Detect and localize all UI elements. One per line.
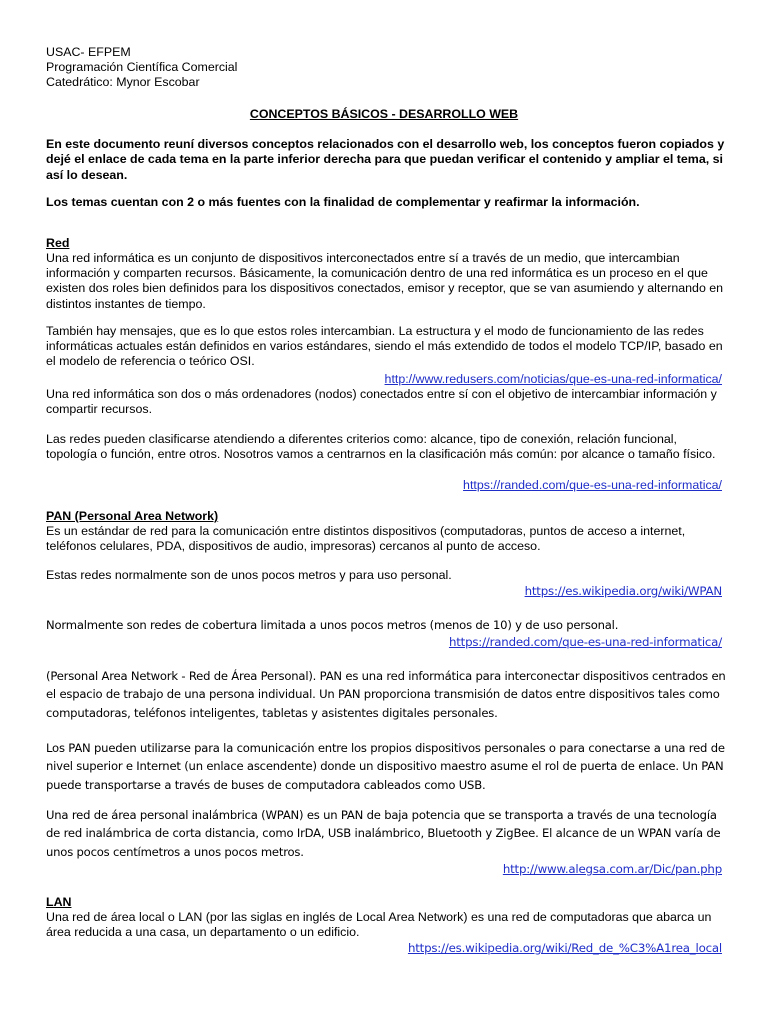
header-institution: USAC- EFPEM [46, 45, 131, 59]
red-paragraph-1: Una red informática es un conjunto de dispositivos interconectados entre sí a través de un medio, que intercambian información y comparten recursos. Básicamente, la comunicación dentro de una red informática es un proceso en el que existen dos roles bien definidos para los dispositivos conectados, emisor y receptor, que se van asumiendo y alternando en distintos instantes de tiempo. [46, 251, 724, 311]
section-heading-lan: LAN [46, 895, 72, 909]
pan-paragraph-6: Una red de área personal inalámbrica (WPAN) es un PAN de baja potencia que se transporta a través de una tecnología de red inalámbrica de corta distancia, como IrDA, USB inalámbrico, Bluetooth y ZigBee. El alcance de un WPAN varía de unos pocos centímetros a unos pocos metros. [46, 808, 721, 859]
red-paragraph-2: También hay mensajes, que es lo que estos roles intercambian. La estructura y el modo de funcionamiento de las redes informáticas actuales están definidos en varios estándares, siendo el más extendido de todos el modelo TCP/IP, basado en el modelo de referencia o teórico OSI. [46, 324, 723, 369]
intro-sources-paragraph: Los temas cuentan con 2 o más fuentes con la finalidad de complementar y reafirmar la información. [46, 195, 640, 209]
pan-paragraph-4: (Personal Area Network - Red de Área Personal). PAN es una red informática para interconectar dispositivos centrados en el espacio de trabajo de una persona individual. Un PAN proporciona transmisión de datos entre dispositivos tales como computadoras, teléfonos inteligentes, tabletas y asistentes digitales personales. [46, 669, 726, 720]
red-source-link-1[interactable]: http://www.redusers.com/noticias/que-es-una-red-informatica/ [384, 372, 722, 386]
red-source-link-2[interactable]: https://randed.com/que-es-una-red-informatica/ [463, 478, 722, 492]
pan-paragraph-3: Normalmente son redes de cobertura limitada a unos pocos metros (menos de 10) y de uso personal. [46, 618, 619, 632]
intro-paragraph: En este documento reuní diversos conceptos relacionados con el desarrollo web, los conceptos fueron copiados y dejé el enlace de cada tema en la parte inferior derecha para que puedan verificar el contenido y ampliar el tema, si así lo desean. [46, 137, 725, 182]
pan-source-link-3[interactable]: http://www.alegsa.com.ar/Dic/pan.php [502, 862, 722, 876]
section-heading-pan: PAN (Personal Area Network) [46, 509, 219, 523]
pan-source-link-2[interactable]: https://randed.com/que-es-una-red-informatica/ [448, 635, 722, 649]
lan-source-link-1[interactable]: https://es.wikipedia.org/wiki/Red_de_%C3%A1rea_local [407, 941, 722, 955]
pan-paragraph-1: Es un estándar de red para la comunicación entre distintos dispositivos (computadoras, puntos de acceso a internet, teléfonos celulares, PDA, dispositivos de audio, impresoras) cercanos al punto de acceso. [46, 524, 686, 554]
red-paragraph-3: Una red informática son dos o más ordenadores (nodos) conectados entre sí con el objetivo de intercambiar información y compartir recursos. [46, 387, 717, 417]
document-header [46, 45, 237, 90]
pan-paragraph-5: Los PAN pueden utilizarse para la comunicación entre los propios dispositivos personales o para conectarse a una red de nivel superior e Internet (un enlace ascendente) donde un dispositivo maestro asume el rol de puerta de enlace. Un PAN puede transportarse a través de buses de computadora cableados como USB. [46, 741, 725, 792]
section-heading-red: Red [46, 236, 70, 250]
header-teacher: Catedrático: Mynor Escobar [46, 75, 200, 89]
pan-paragraph-2: Estas redes normalmente son de unos pocos metros y para uso personal. [46, 568, 452, 582]
header-course: Programación Científica Comercial [46, 60, 238, 74]
pan-source-link-1[interactable]: https://es.wikipedia.org/wiki/WPAN [524, 584, 722, 598]
lan-paragraph-1: Una red de área local o LAN (por las siglas en inglés de Local Area Network) es una red de computadoras que abarca un área reducida a una casa, un departamento o un edificio. [46, 910, 712, 940]
document-title: CONCEPTOS BÁSICOS - DESARROLLO WEB [249, 107, 519, 121]
red-paragraph-4: Las redes pueden clasificarse atendiendo a diferentes criterios como: alcance, tipo de conexión, relación funcional, topología o función, entre otros. Nosotros vamos a centrarnos en la clasificación más común: por alcance o tamaño físico. [46, 432, 716, 462]
